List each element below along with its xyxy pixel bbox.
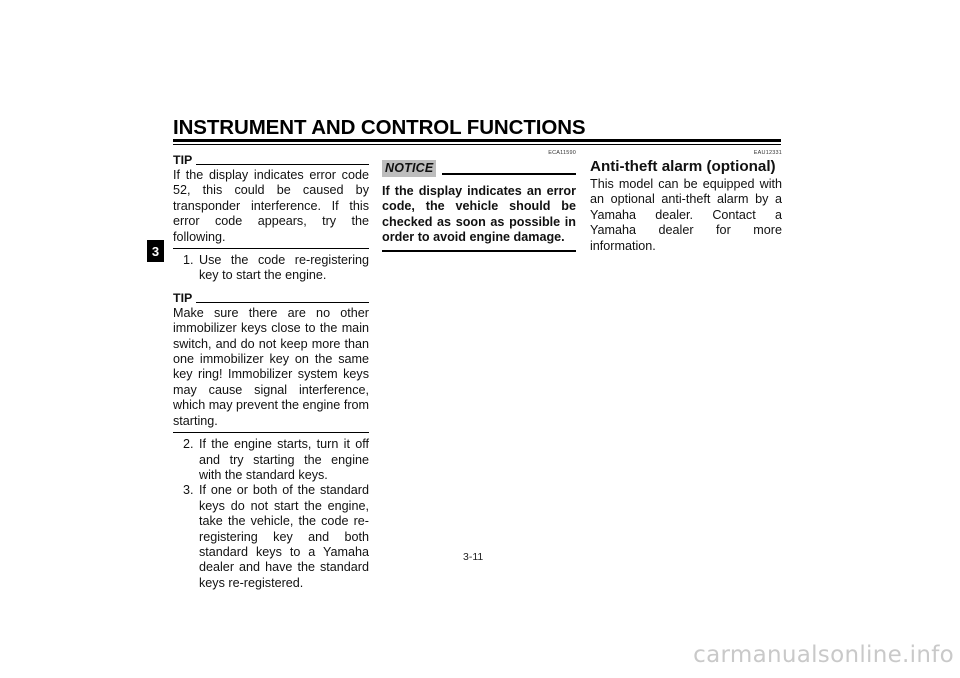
notice-badge: NOTICE: [382, 160, 436, 177]
notice-end-rule: [382, 250, 576, 252]
step-item: [173, 483, 369, 591]
header-rule: [173, 139, 781, 142]
tip-rule: [196, 164, 369, 165]
section-title: Anti-theft alarm (optional): [590, 158, 776, 175]
tip-label: TIP: [173, 153, 193, 167]
reference-code: EAU12331: [753, 150, 782, 156]
watermark: carmanualsonline.info: [693, 642, 954, 668]
column-left: [173, 154, 369, 591]
tip-end-rule: [173, 248, 369, 249]
step-item: [173, 437, 369, 483]
step-item: [173, 253, 369, 284]
step-number: 1.: [183, 253, 194, 268]
step-number: 3.: [183, 483, 194, 498]
step-text: If the engine starts, turn it off and try starting the engine with the standard keys.: [199, 437, 369, 482]
header-rule-thin: [173, 144, 781, 145]
section-body: This model can be equipped with an optional anti-theft alarm by a Yamaha dealer. Contact a Yamaha dealer for more information.: [590, 177, 782, 253]
tip-body: If the display indicates error code 52, this could be caused by transponder interference. If this error code appears, try the following.: [173, 168, 369, 244]
page-number: 3-11: [463, 551, 484, 563]
tip-end-rule: [173, 432, 369, 433]
notice-rule: [442, 173, 576, 175]
notice-heading: [382, 160, 576, 177]
reference-code: ECA11590: [548, 150, 576, 156]
step-text: Use the code re-registering key to start the engine.: [199, 253, 369, 283]
tip-label: TIP: [173, 290, 193, 305]
column-middle: [382, 150, 576, 252]
column-right: [590, 150, 782, 254]
tip-rule: [196, 302, 369, 303]
page-header-title: INSTRUMENT AND CONTROL FUNCTIONS: [173, 116, 586, 139]
step-text: If one or both of the standard keys do not start the engine, take the vehicle, the code re-registering key and both standard keys to a Yamaha dealer and have the standard keys re-registered.: [199, 483, 369, 590]
chapter-tab: 3: [147, 240, 164, 262]
tip-body: Make sure there are no other immobilizer keys close to the main switch, and do not keep more than one immobilizer key on the same key ring! Immobilizer system keys may cause signal interference, which may prevent the engine from starting.: [173, 305, 370, 428]
tip-heading: [173, 154, 369, 167]
notice-body: If the display indicates an error code, the vehicle should be checked as soon as possible in order to avoid engine damage.: [382, 184, 576, 245]
step-number: 2.: [183, 437, 194, 452]
tip-heading: [173, 292, 369, 305]
